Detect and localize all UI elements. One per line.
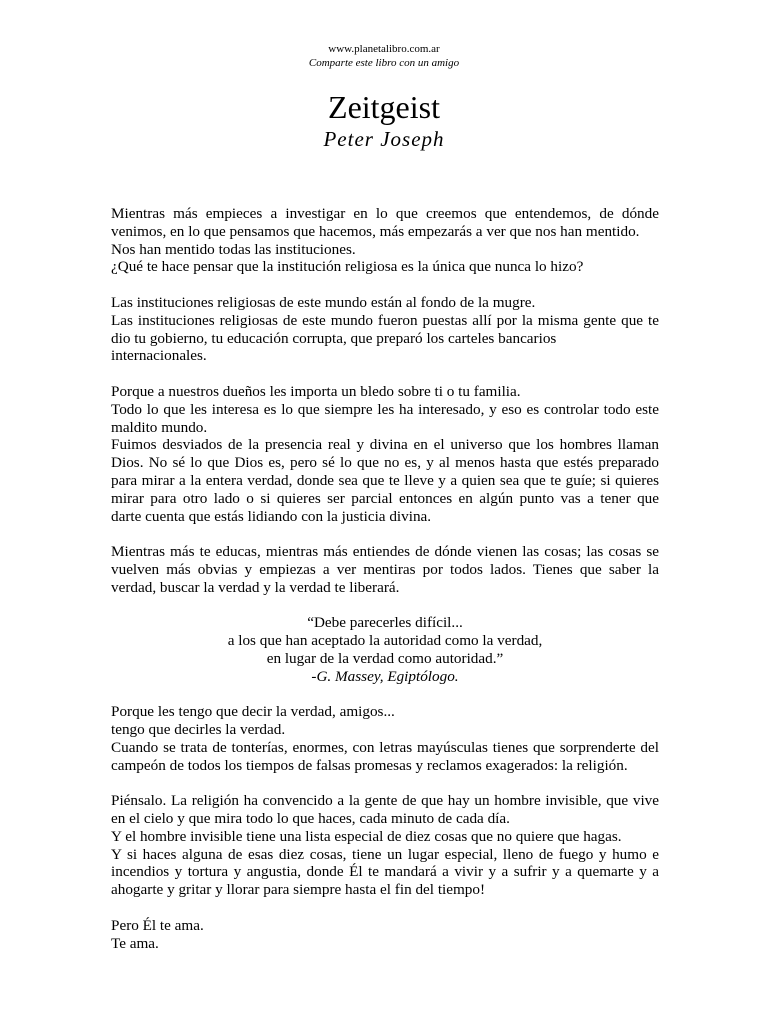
site-url[interactable]: www.planetalibro.com.ar [328,43,440,55]
paragraph-line: Las instituciones religiosas de este mundo fueron puestas allí por la misma gente que te [111,311,659,329]
paragraph-line: Fuimos desviados de la presencia real y divina en el universo que los hombres llaman [111,436,659,454]
book-title: Zeitgeist [328,89,440,125]
paragraph [111,294,659,365]
paragraph-line: verdad, buscar la verdad y la verdad te liberará. [111,578,400,596]
paragraph-line: Y el hombre invisible tiene una lista especial de diez cosas que no quiere que hagas. [111,827,622,845]
paragraph-line: Porque a nuestros dueños les importa un bledo sobre ti o tu familia. [111,382,521,400]
quote-line: “Debe parecerles difícil... [307,614,463,632]
paragraph-line: Todo lo que les interesa es lo que siempre les ha interesado, y eso es controlar todo este [111,400,659,418]
paragraph-line: internacionales. [111,347,207,365]
paragraph [111,917,659,953]
paragraph-line: incendios y tortura y angustia, donde Él te mandará a vivir y a sufrir y a quemarte y a [111,863,659,881]
title-block [0,89,768,152]
block-quote [111,614,659,685]
paragraph-line: campeón de todos los tiempos de falsas promesas y reclamos exagerados: la religión. [111,756,628,774]
paragraph-line: Pero Él te ama. [111,916,204,934]
paragraphs-after-quote [111,703,659,952]
body-text [111,205,659,970]
paragraph-line: Nos han mentido todas las instituciones. [111,240,356,258]
quote-source: -G. Massey, Egiptólogo. [311,667,459,685]
paragraph-line: darte cuenta que estás lidiando con la justicia divina. [111,507,432,525]
paragraph-line: ahogarte y gritar y llorar para siempre hasta el fin del tiempo! [111,881,486,899]
site-header [0,42,768,70]
paragraph-line: maldito mundo. [111,418,208,436]
paragraph-line: venimos, en lo que pensamos que hacemos, más empezarás a ver que nos han mentido. [111,222,640,240]
paragraph-line: tengo que decirles la verdad. [111,721,286,739]
paragraph-line: Porque les tengo que decir la verdad, amigos... [111,703,395,721]
paragraph [111,205,659,276]
paragraph-line: ¿Qué te hace pensar que la institución religiosa es la única que nunca lo hizo? [111,258,584,276]
site-tagline: Comparte este libro con un amigo [308,57,460,69]
paragraph-line: para mirar a la entera verdad, donde sea que te lleve y a quien sea que te guíe; si quieres [111,471,659,489]
paragraphs-before-quote [111,205,659,597]
book-author: Peter Joseph [323,127,445,151]
paragraph-line: Mientras más te educas, mientras más entiendes de dónde vienen las cosas; las cosas se [111,543,659,561]
paragraph [111,543,659,596]
quote-line: a los que han aceptado la autoridad como la verdad, [227,632,543,650]
paragraph-line: Te ama. [111,934,159,952]
paragraph [111,703,659,774]
paragraph-line: vuelven más obvias y empiezas a ver mentiras por todos lados. Tienes que saber la [111,560,659,578]
paragraph [111,383,659,525]
paragraph-line: Cuando se trata de tonterías, enormes, con letras mayúsculas tienes que sorprenderte del [111,738,659,756]
paragraph-line: Las instituciones religiosas de este mundo están al fondo de la mugre. [111,293,536,311]
paragraph-line: mirar para otro lado o si quieres ser parcial entonces en algún punto vas a tener que [111,489,659,507]
paragraph-line: dio tu gobierno, tu educación corrupta, que preparó los carteles bancarios [111,329,557,347]
paragraph-line: Mientras más empieces a investigar en lo que creemos que entendemos, de dónde [111,205,659,222]
paragraph-line: Piénsalo. La religión ha convencido a la gente de que hay un hombre invisible, que vive [111,792,659,810]
paragraph [111,792,659,899]
paragraph-line: Dios. No sé lo que Dios es, pero sé lo que no es, y al menos hasta que estés preparado [111,454,659,472]
paragraph-line: Y si haces alguna de esas diez cosas, tiene un lugar especial, lleno de fuego y humo e [111,845,659,863]
paragraph-line: en el cielo y que mira todo lo que haces, cada minuto de cada día. [111,810,510,828]
quote-line: en lugar de la verdad como autoridad.” [266,649,504,667]
